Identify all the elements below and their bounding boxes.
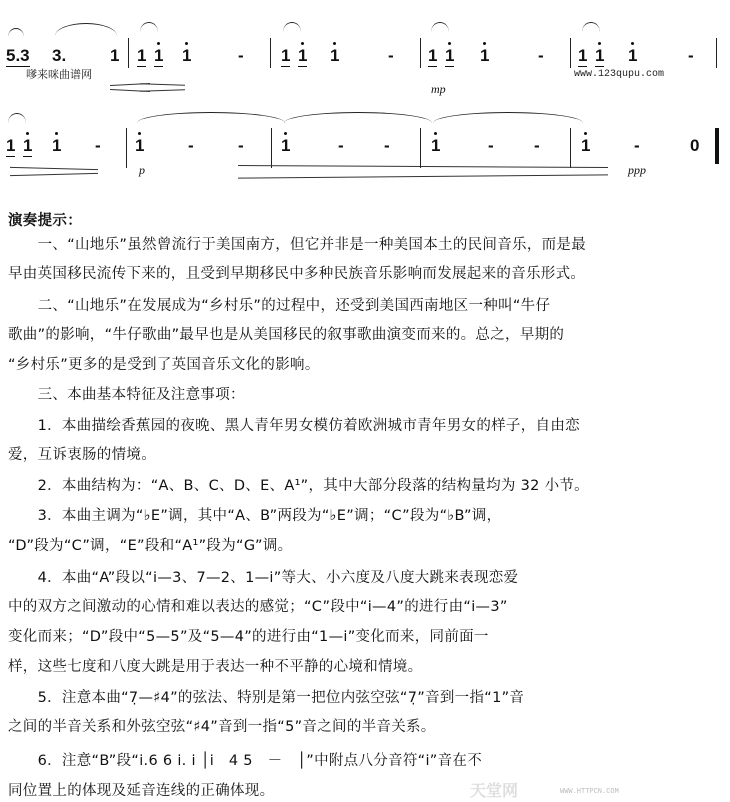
note: 1 <box>330 46 340 65</box>
bar-line <box>270 38 271 68</box>
note: 1 <box>595 46 605 65</box>
dash-extension: - <box>338 136 344 155</box>
text-line: 中的双方之间激动的心情和难以表达的感觉；“C”段中“i̇—4”的进行由“i̇—3” <box>8 599 508 615</box>
dash-extension: - <box>388 46 394 65</box>
dynamic-mark: p <box>139 163 145 177</box>
text-line: 4．本曲“A”段以“i̇—3、7—2、1—i̇”等大、小六度及八度大跳来表现恋爱 <box>8 570 519 586</box>
text-line: 2．本曲结构为：“A、B、C、D、E、A¹”，其中大部分段落的结构量均为 32 小节。 <box>8 478 589 494</box>
text-line: 5．注意本曲“7̣—♯4”的弦法、特别是第一把位内弦空弦“7̣”音到一指“1”音 <box>8 690 525 706</box>
note: 1 <box>137 46 147 65</box>
tie-slur <box>137 112 285 123</box>
note: 1 <box>110 46 120 65</box>
section-heading: 演奏提示： <box>8 213 82 229</box>
note: 1 <box>581 136 591 155</box>
watermark-url: www.123qupu.com <box>574 69 665 80</box>
text-line: 变化而来；“D”段中“5—5̇”及“5—4̇”的进行由“1—i̇”变化而来，同前面一 <box>8 629 489 645</box>
note: 1 <box>182 46 192 65</box>
dash-extension: - <box>534 136 540 155</box>
watermark-site-name: 嗲来咪曲谱网 <box>26 68 92 81</box>
text-line: 一、“山地乐”虽然曾流行于美国南方，但它并非是一种美国本土的民间音乐，而是最 <box>8 237 587 253</box>
dynamic-mark: mp <box>431 82 446 96</box>
text-line: 之间的半音关系和外弦空弦“♯4”音到一指“5”音之间的半音关系。 <box>8 719 436 735</box>
tie-slur <box>8 113 26 123</box>
text-line: 3．本曲主调为“♭E”调，其中“A、B”两段为“♭E”调；“C”段为“♭B”调， <box>8 508 502 524</box>
dash-extension: - <box>688 46 694 65</box>
text-line: “D”段为“C”调，“E”段和“A¹”段为“G”调。 <box>8 538 293 554</box>
hairpin-line <box>10 167 98 170</box>
text-line: 早由英国移民流传下来的，且受到早期移民中多种民族音乐影响而发展起来的音乐形式。 <box>8 266 586 282</box>
text-line: 同位置上的体现及延音连线的正确体现。 <box>8 783 275 799</box>
dynamic-mark: ppp <box>628 163 646 177</box>
text-line: 样，这些七度和八度大跳是用于表达一种不平静的心境和情境。 <box>8 659 423 675</box>
note: 1 <box>298 46 308 65</box>
note: 5.3 <box>6 46 30 65</box>
dash-extension: - <box>384 136 390 155</box>
hairpin-line <box>238 165 608 168</box>
text-line: 1．本曲描绘香蕉园的夜晚、黑人青年男女模仿着欧洲城市青年男女的样子，自由恋 <box>8 418 580 434</box>
dash-extension: - <box>95 136 101 155</box>
bar-line <box>570 128 571 168</box>
note: 0 <box>690 136 700 155</box>
dash-extension: - <box>488 136 494 155</box>
final-bar-line <box>715 128 719 164</box>
bar-line <box>126 128 127 168</box>
note: 3. <box>52 46 67 65</box>
tie-slur <box>284 112 432 123</box>
note: 1 <box>628 46 638 65</box>
dash-extension: - <box>238 46 244 65</box>
note: 1 <box>428 46 438 65</box>
bar-line <box>570 38 571 68</box>
tie-slur <box>283 22 301 32</box>
tie-slur <box>55 23 117 36</box>
watermark-logo: 天堂网 <box>470 781 519 800</box>
tie-slur <box>140 22 158 32</box>
bar-line <box>420 38 421 68</box>
tie-slur <box>582 22 600 32</box>
hairpin-line <box>140 89 185 92</box>
text-line: 6．注意“B”段“i̇.6 6 i̇. i̇ │i̇ 4 5 － │”中附点八分音符“i̇”音在不 <box>8 753 483 769</box>
note: 1 <box>154 46 164 65</box>
note: 1 <box>281 136 291 155</box>
note: 1 <box>431 136 441 155</box>
note: 1 <box>23 136 33 155</box>
text-line: “乡村乐”更多的是受到了英国音乐文化的影响。 <box>8 357 320 373</box>
bar-line <box>271 128 272 168</box>
bar-line <box>128 38 129 68</box>
watermark-logo-url: WWW.HTTPCN.COM <box>560 788 619 796</box>
text-line: 三、本曲基本特征及注意事项： <box>8 387 245 403</box>
note: 1 <box>480 46 490 65</box>
note: 1 <box>281 46 291 65</box>
text-line: 二、“山地乐”在发展成为“乡村乐”的过程中，还受到美国西南地区一种叫“牛仔 <box>8 298 551 314</box>
tie-slur <box>431 22 449 32</box>
dash-extension: - <box>538 46 544 65</box>
dash-extension: - <box>188 136 194 155</box>
dash-extension: - <box>634 136 640 155</box>
note: 1 <box>135 136 145 155</box>
bar-line <box>420 128 421 168</box>
text-line: 歌曲”的影响，“牛仔歌曲”最早也是从美国移民的叙事歌曲演变而来的。总之，早期的 <box>8 327 565 343</box>
note: 1 <box>6 136 16 155</box>
note: 1 <box>52 136 62 155</box>
tie-slur <box>433 112 583 123</box>
hairpin-line <box>10 173 98 176</box>
bar-line <box>716 38 717 68</box>
hairpin-line <box>140 83 185 86</box>
note: 1 <box>578 46 588 65</box>
dash-extension: - <box>238 136 244 155</box>
hairpin-line <box>238 174 608 178</box>
note: 1 <box>445 46 455 65</box>
text-line: 爱，互诉衷肠的情境。 <box>8 447 156 463</box>
tie-slur <box>8 28 24 37</box>
